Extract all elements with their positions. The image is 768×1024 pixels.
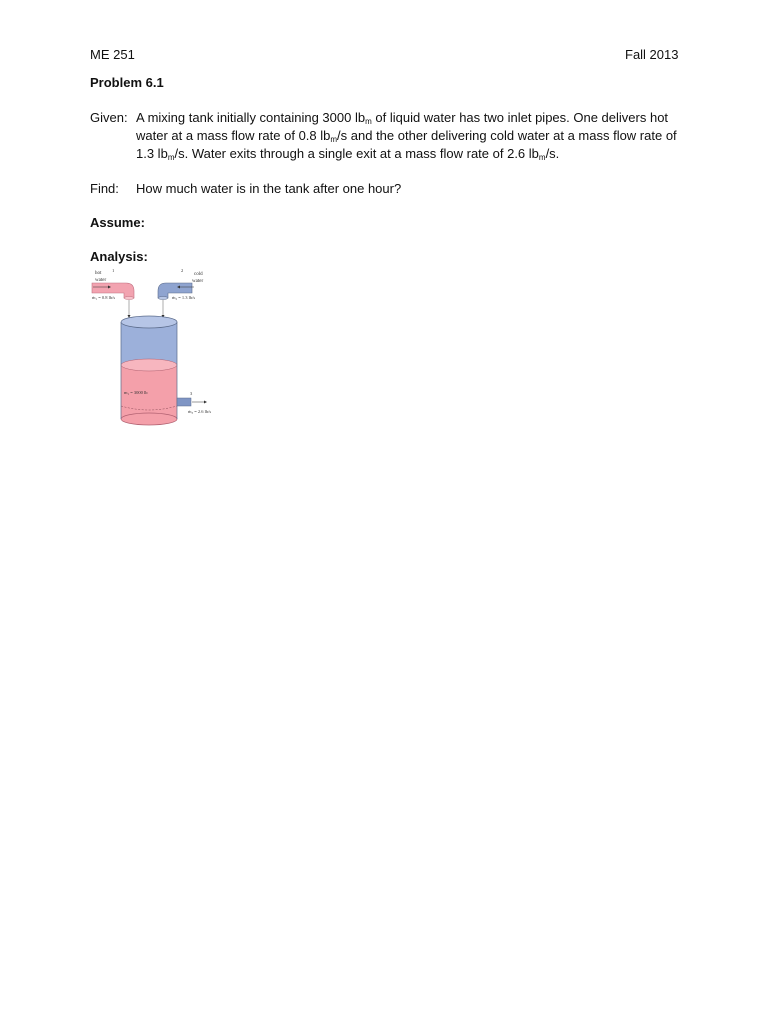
assume-label: Assume: bbox=[90, 215, 145, 230]
given-label: Given: bbox=[90, 110, 128, 125]
course-code: ME 251 bbox=[90, 47, 135, 62]
mixing-tank-figure bbox=[90, 266, 230, 430]
exit-state-number: 3 bbox=[190, 391, 193, 396]
given-text bbox=[136, 109, 696, 163]
hot-label-2: water bbox=[95, 278, 107, 283]
tank-air-space bbox=[121, 322, 177, 365]
tank-mass: m₁ = 3000 lb bbox=[124, 390, 148, 395]
cold-rate: ṁ₂ = 1.3 lb/s bbox=[172, 295, 196, 300]
find-label: Find: bbox=[90, 181, 119, 196]
exit-rate: ṁ₃ = 2.6 lb/s bbox=[188, 409, 212, 414]
term: Fall 2013 bbox=[625, 47, 679, 62]
find-text: How much water is in the tank after one hour? bbox=[136, 181, 402, 196]
cold-label: cold bbox=[194, 272, 203, 277]
given-line-2: water at a mass flow rate of 0.8 $lb_m/s$ and the other delivering cold water at a mass flow rate of bbox=[136, 128, 677, 144]
water-surface bbox=[121, 359, 177, 371]
cold-state-number: 2 bbox=[181, 268, 184, 273]
analysis-label: Analysis: bbox=[90, 249, 148, 264]
cold-label-2: water bbox=[192, 279, 204, 284]
tank-top bbox=[121, 316, 177, 328]
hot-rate: ṁ₁ = 0.8 lb/s bbox=[92, 295, 116, 300]
hot-state-number: 1 bbox=[112, 268, 115, 273]
given-line-3: 1.3 $lb_m/s$. Water exits through a single exit at a mass flow rate of 2.6 $lb_m/s$. bbox=[136, 146, 560, 162]
mixing-tank-diagram bbox=[90, 266, 230, 430]
given-line-1: A mixing tank initially containing 3000 $lb_m$ of liquid water has two inlet pipes. One delivers hot bbox=[136, 110, 669, 126]
hot-label: hot bbox=[95, 271, 102, 276]
problem-title: Problem 6.1 bbox=[90, 75, 164, 90]
exit-pipe bbox=[177, 398, 191, 406]
